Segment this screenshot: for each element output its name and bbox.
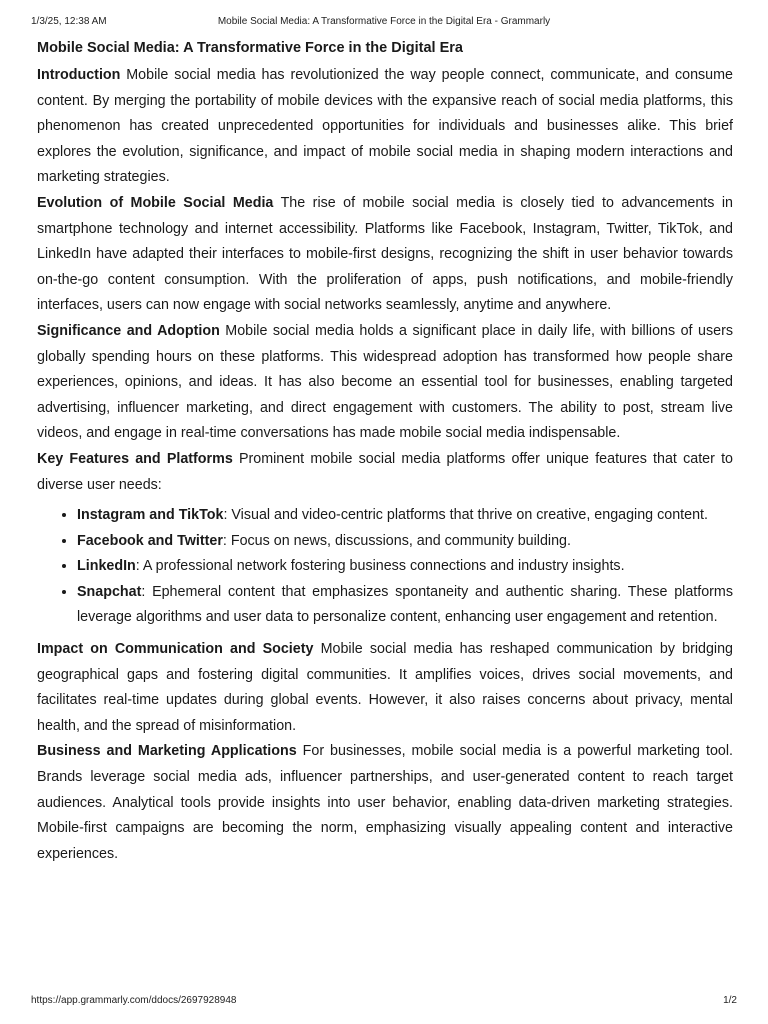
platform-desc: : Visual and video-centric platforms that thrive on creative, engaging content. (223, 507, 708, 524)
document-title: Mobile Social Media: A Transformative Force in the Digital Era (37, 40, 463, 56)
section-business (37, 739, 733, 867)
page-number: 1/2 (723, 995, 737, 1006)
platform-desc: : A professional network fostering business connections and industry insights. (135, 558, 625, 575)
section-evolution (37, 191, 733, 319)
section-impact (37, 637, 733, 739)
platform-name: Facebook and Twitter (77, 532, 223, 549)
section-body: For businesses, mobile social media is a powerful marketing tool. Brands leverage social media ads, influencer partnerships, and user-generated content to reach target audiences. Analytical tools provide insights into user behavior, enabling data-driven marketing strategies. Mobile-first campaigns are becoming the norm, emphasizing visually appealing content and interactive experiences. (37, 743, 733, 862)
section-heading: Impact on Communication and Society (37, 641, 314, 658)
document-body (37, 38, 733, 867)
platform-name: Snapchat (77, 583, 142, 600)
print-url: https://app.grammarly.com/ddocs/2697928948 (31, 995, 237, 1006)
platform-list (37, 503, 733, 631)
list-item (77, 529, 733, 555)
section-body: Mobile social media has reshaped communication by bridging geographical gaps and fostering digital communities. It amplifies voices, drives social movements, and facilitates real-time updates during global events. However, it also raises concerns about privacy, mental health, and the spread of misinformation. (37, 641, 734, 734)
section-body: The rise of mobile social media is closely tied to advancements in smartphone technology and internet accessibility. Platforms like Facebook, Instagram, Twitter, TikTok, and LinkedIn have adapted their interfaces to mobile-first designs, recognizing the shift in user behavior towards on-the-go content consumption. With the proliferation of apps, push notifications, and mobile-friendly interfaces, users can now engage with social networks seamlessly, anytime and anywhere. (37, 194, 733, 314)
section-heading: Introduction (37, 67, 121, 83)
print-header (31, 16, 737, 30)
section-heading: Evolution of Mobile Social Media (37, 194, 274, 211)
section-introduction (37, 63, 733, 191)
section-body: Prominent mobile social media platforms offer unique features that cater to diverse user needs: (37, 450, 733, 493)
section-heading: Key Features and Platforms (37, 450, 233, 467)
section-heading: Significance and Adoption (37, 322, 220, 339)
section-body: Mobile social media holds a significant place in daily life, with billions of users globally spending hours on these platforms. This widespread adoption has transformed how people share experiences, opinions, and ideas. It has also become an essential tool for businesses, enabling targeted advertising, influencer marketing, and direct engagement with customers. The ability to post, stream live videos, and engage in real-time conversations has made mobile social media indispensable. (37, 322, 733, 442)
section-heading: Business and Marketing Applications (37, 743, 297, 760)
print-page-title: Mobile Social Media: A Transformative Force in the Digital Era - Grammarly (217, 16, 551, 27)
platform-desc: : Ephemeral content that emphasizes spontaneity and authentic sharing. These platforms leverage algorithms and user data to personalize content, enhancing user engagement and retention. (77, 583, 733, 626)
platform-name: LinkedIn (77, 558, 136, 575)
section-significance (37, 319, 733, 447)
list-item (77, 580, 733, 631)
list-item (77, 503, 733, 529)
platform-desc: : Focus on news, discussions, and community building. (222, 532, 571, 549)
print-datetime: 1/3/25, 12:38 AM (31, 16, 107, 27)
section-key-features (37, 447, 733, 498)
print-footer (31, 995, 737, 1009)
platform-name: Instagram and TikTok (77, 507, 224, 524)
list-item (77, 554, 733, 580)
section-body: Mobile social media has revolutionized the way people connect, communicate, and consume content. By merging the portability of mobile devices with the expansive reach of social media platforms, this phenomenon has created unprecedented opportunities for individuals and businesses alike. This brief explores the evolution, significance, and impact of mobile social media in shaping modern interactions and marketing strategies. (37, 67, 733, 186)
